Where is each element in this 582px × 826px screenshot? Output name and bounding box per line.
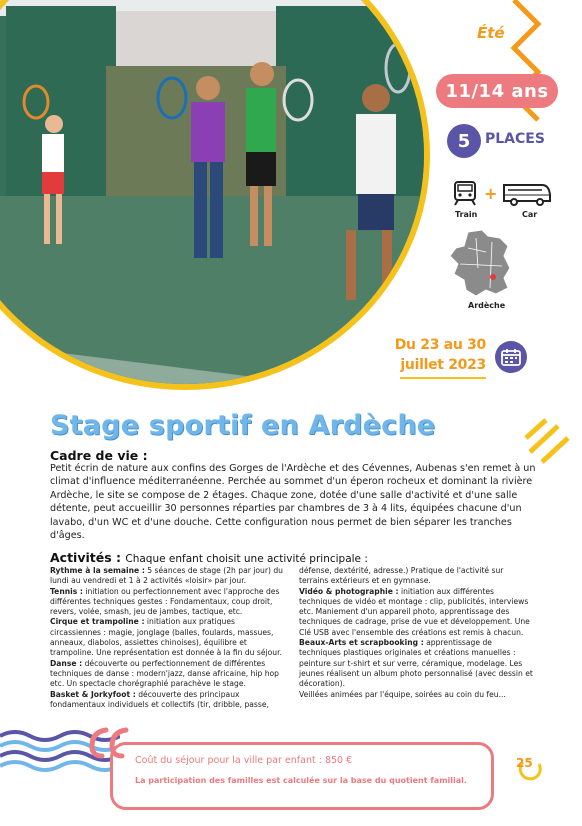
activity-paragraph — [50, 690, 286, 711]
activity-paragraph — [50, 617, 286, 658]
coach-icon — [502, 181, 552, 207]
region-label: Ardèche — [468, 301, 506, 310]
train-icon — [452, 180, 478, 206]
activity-text: 5 séances de stage (2h par jour) du lundi au vendredi et 1 à 2 activités «loisir» par jour. — [50, 566, 283, 586]
age-range-badge: 11/14 ans — [436, 74, 558, 108]
activity-paragraph — [50, 659, 286, 690]
hero-photo — [0, 0, 430, 390]
activity-text: Veillées animées par l'équipe, soirées au coin du feu... — [299, 689, 506, 699]
activity-paragraph — [299, 690, 535, 700]
activites-heading — [50, 550, 368, 565]
activity-text: initiation aux pratiques circassiennes : magie, jonglage (balles, foulards, massues, anneaux, diabolos, assiettes chinoises), équilibre et trampoline. Une représentation est donnée à la fin du séjour. — [50, 617, 282, 658]
calendar-icon — [495, 341, 527, 373]
activity-label: Rythme à la semaine : — [50, 566, 145, 575]
car-label: Car — [522, 210, 538, 219]
activities-column-left — [50, 566, 286, 710]
date-line-2: juillet 2023 — [400, 357, 486, 373]
activity-label: Cirque et trampoline : — [50, 617, 145, 627]
cadre-text: Petit écrin de nature aux confins des Gorges de l'Ardèche et des Cévennes, Aubenas s'en remet à un climat d'influence méditerranéenne. Perchée au sommet d'un éperon rocheux et dominant la rivière Ardèche, le site se compose de 2 étages. Chaque zone, dotée d'une salle d'activité et d'une salle détente, peut accueillir 30 personnes réparties par chambres de 3 à 4 lits, équipées chacune d'un lavabo, d'un WC et d'une douche. Cette configuration nous permet de bien séparer les tranches d'âges. — [50, 463, 536, 542]
activity-label: Tennis : — [50, 586, 83, 596]
season-label: Été — [477, 24, 505, 42]
france-map-icon — [446, 228, 518, 300]
zigzag-decoration — [508, 0, 548, 140]
activity-label: Beaux-Arts et scrapbooking : — [299, 638, 424, 648]
activity-text: découverte ou perfectionnement de différentes techniques de danse : modern'jazz, danse africaine, hip hop etc. Un spectacle chorégraphié parachève le stage. — [50, 658, 280, 689]
activites-subheading: Chaque enfant choisit une activité principale : — [125, 553, 368, 565]
cadre-heading: Cadre de vie : — [50, 448, 148, 463]
activity-text: découverte des principaux fondamentaux individuels et collectifs (tir, dribble, passe, — [50, 689, 269, 709]
activity-paragraph — [299, 566, 535, 587]
activity-text: initiation ou perfectionnement avec l'approche des différentes techniques gestes : Fondamentaux, coup droit, revers, volée, smash, jeu de jambes, tactique, etc. — [50, 586, 280, 617]
activity-label: Vidéo & photographie : — [299, 586, 399, 596]
activity-paragraph — [50, 566, 286, 587]
activity-label: Basket & Jorkyfoot : — [50, 689, 136, 699]
tennis-kids-photo — [0, 0, 430, 390]
page-title: Stage sportif en Ardèche — [50, 410, 436, 441]
activity-paragraph — [299, 638, 535, 689]
activity-label: Danse : — [50, 658, 83, 668]
activites-title: Activités : — [50, 550, 122, 565]
activity-text: apprentissage de techniques plastiques originales et créations manuelles : peinture sur t-shirt et sur verre, céramique, modelage. Les jeunes réalisent un album photo personnalisé (avec dessin et décoration). — [299, 638, 533, 689]
dates-underline — [400, 377, 486, 379]
cost-note: La participation des familles est calculée sur la base du quotient familial. — [135, 776, 467, 785]
stripes-decoration — [522, 418, 572, 468]
activity-paragraph — [50, 587, 286, 618]
activity-text: initiation aux différentes techniques de vidéo et montage : clip, publicités, interviews etc. Maniement d'un appareil photo, apprentissage des techniques de cadrage, prise de vue et développement. Une Clé USB avec l'ensemble des créations est remis à chacun. — [299, 586, 530, 637]
plus-sign: + — [484, 184, 498, 203]
places-label: PLACES — [485, 131, 545, 147]
activity-text: défense, dextérité, adresse.) Pratique de l'activité sur terrains extérieurs et en gymnase. — [299, 566, 504, 586]
activities-column-right — [299, 566, 535, 700]
cost-line: Coût du séjour pour la ville par enfant : 850 € — [135, 755, 353, 766]
date-line-1: Du 23 au 30 — [394, 337, 486, 353]
date-range — [380, 335, 486, 375]
train-label: Train — [455, 210, 478, 219]
page-number: 25 — [516, 756, 533, 770]
activity-paragraph — [299, 587, 535, 638]
places-count: 5 — [447, 124, 481, 158]
quote-mark-icon — [88, 726, 132, 760]
cost-box — [110, 742, 494, 810]
